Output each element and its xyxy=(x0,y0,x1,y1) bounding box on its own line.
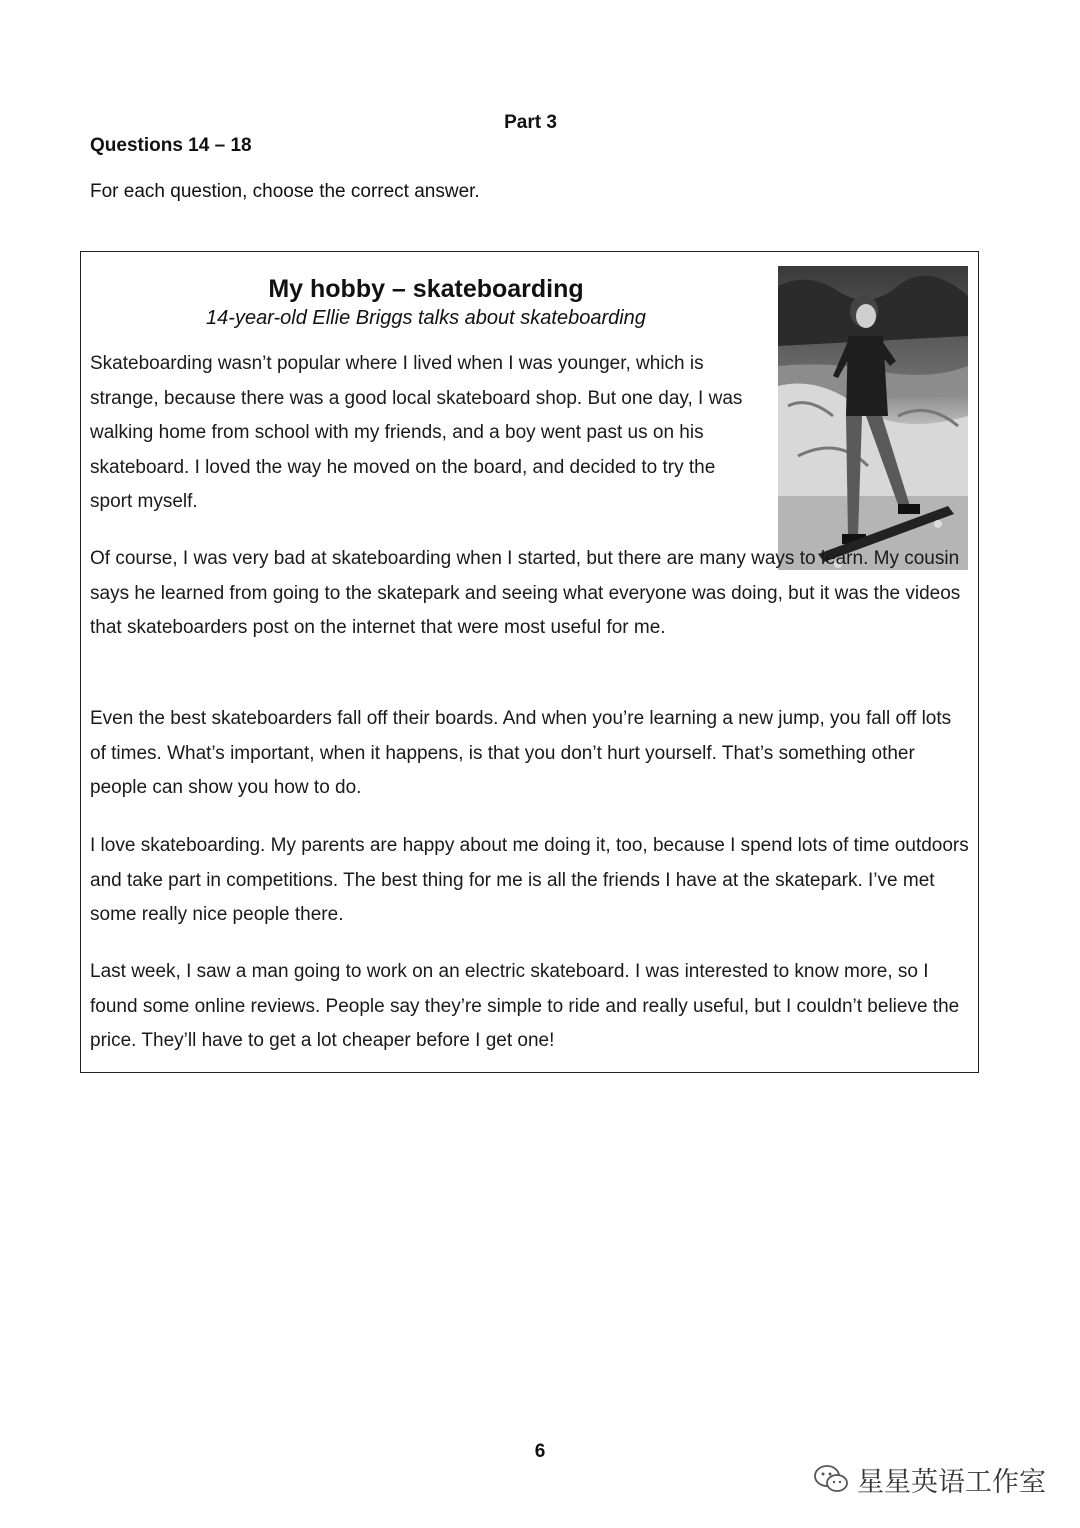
instruction-text: For each question, choose the correct answer. xyxy=(90,181,480,202)
watermark-text: 星星英语工作室 xyxy=(857,1466,1046,1497)
questions-title: Questions 14 – 18 xyxy=(90,135,252,156)
article-box xyxy=(80,251,979,1073)
paragraph-4: I love skateboarding. My parents are happy about me doing it, too, because I spend lots of time outdoors and take part in competitions. The best thing for me is all the friends I have at the skatepark. I’ve met some really nice people there. xyxy=(90,835,969,925)
watermark xyxy=(813,1462,1046,1496)
part-title: Part 3 xyxy=(504,112,557,133)
paragraph-1: Skateboarding wasn’t popular where I lived when I was younger, which is strange, because there was a good local skateboard shop. But one day, I was walking home from school with my friends, and a boy went past us on his skateboard. I loved the way he moved on the board, and decided to try the sport myself. xyxy=(90,353,743,512)
paragraph-5: Last week, I saw a man going to work on an electric skateboard. I was interested to know more, so I found some online reviews. People say they’re simple to ride and really useful, but I couldn’t believe the price. They’ll have to get a lot cheaper before I get one! xyxy=(90,961,960,1051)
skateboarder-photo xyxy=(778,266,968,570)
paragraph-3: Even the best skateboarders fall off their boards. And when you’re learning a new jump, you fall off lots of times. What’s important, when it happens, is that you don’t hurt yourself. That’s something other people can show you how to do. xyxy=(90,708,952,798)
article-subtitle: 14-year-old Ellie Briggs talks about skateboarding xyxy=(206,307,646,329)
paragraph-2: Of course, I was very bad at skateboarding when I started, but there are many ways to learn. My cousin says he learned from going to the skatepark and seeing what everyone was doing, but it was the videos that skateboarders post on the internet that were most useful for me. xyxy=(90,548,961,638)
page-number: 6 xyxy=(534,1441,546,1462)
wechat-icon xyxy=(813,1464,849,1494)
article-title: My hobby – skateboarding xyxy=(268,275,584,303)
